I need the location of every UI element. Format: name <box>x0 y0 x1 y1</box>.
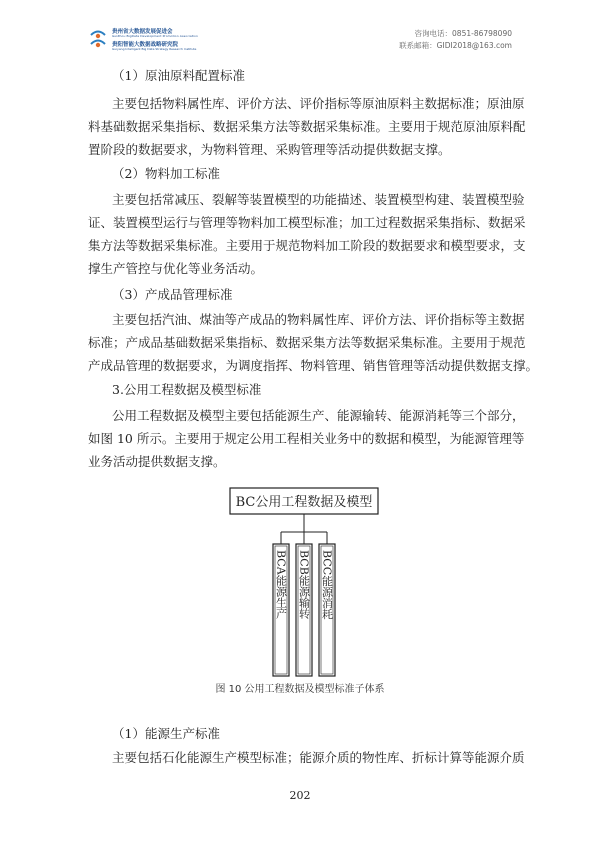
contact-email: 联系邮箱：GIDI2018@163.com <box>399 41 512 50</box>
paragraph-line: 主要包括物料属性库、评价方法、评价指标等原油原料主数据标准；原油原 <box>112 96 525 111</box>
org1-name: 贵州省大数据发展促进会 <box>112 29 173 35</box>
contact-phone: 咨询电话：0851-86798090 <box>414 29 512 38</box>
paragraph-line: 料基础数据采集指标、数据采集方法等数据采集标准。主要用于规范原油原料配 <box>88 119 526 134</box>
page-number: 202 <box>289 789 311 802</box>
root-node-label: BC公用工程数据及模型 <box>235 495 373 510</box>
paragraph-line: 产成品管理的数据要求，为调度指挥、物料管理、销售管理等活动提供数据支撑。 <box>88 358 539 373</box>
paragraph-line: 如图 10 所示。主要用于规定公用工程相关业务中的数据和模型，为能源管理等 <box>88 431 525 446</box>
figure-caption: 图 10 公用工程数据及模型标准子体系 <box>215 684 385 695</box>
heading-energy-production: （1）能源生产标准 <box>112 726 220 741</box>
child-node-label: BCB能源输转 <box>297 550 311 619</box>
org2-english-name: Guiyang Intelligent Big Data Strategy Research Institute <box>112 47 197 51</box>
heading-finished-product: （3）产成品管理标准 <box>112 287 233 302</box>
paragraph-line: 置阶段的数据要求，为物料管理、采购管理等活动提供数据支撑。 <box>88 142 451 157</box>
paragraph-line: 集方法等数据采集标准。主要用于规范物料加工阶段的数据要求和模型要求，支 <box>88 238 526 253</box>
child-node-label: BCA能源生产 <box>274 550 288 619</box>
heading-material-processing: （2）物料加工标准 <box>112 166 220 181</box>
heading-crude-material: （1）原油原料配置标准 <box>112 68 245 83</box>
paragraph-line: 标准；产成品基础数据采集指标、数据采集方法等数据采集标准。主要用于规范 <box>88 335 526 350</box>
org2-name: 贵阳智能大数据战略研究院 <box>112 42 179 48</box>
child-node-energy-consumption <box>319 544 335 676</box>
paragraph-line: 业务活动提供数据支撑。 <box>88 454 226 469</box>
paragraph-line: 主要包括石化能源生产模型标准；能源介质的物性库、折标计算等能源介质 <box>112 750 525 765</box>
page-header <box>0 0 600 60</box>
child-node-energy-transfer <box>296 544 312 676</box>
paragraph-line: 证、装置模型运行与管理等物料加工模型标准；加工过程数据采集指标、数据采 <box>88 215 526 230</box>
heading-utility-engineering: 3.公用工程数据及模型标准 <box>112 382 262 397</box>
paragraph-line: 主要包括汽油、煤油等产成品的物料属性库、评价方法、评价指标等主数据 <box>112 312 525 327</box>
child-node-label: BCC能源消耗 <box>320 550 334 620</box>
paragraph-line: 撑生产管控与优化等业务活动。 <box>88 261 264 276</box>
paragraph-line: 公用工程数据及模型主要包括能源生产、能源输转、能源消耗等三个部分， <box>112 408 525 423</box>
association-logo-icon <box>88 27 108 49</box>
org1-english-name: GuiZhou BigData Development Promotion Association <box>112 34 198 38</box>
child-node-energy-production <box>273 544 289 676</box>
utility-standard-tree-diagram <box>228 484 380 684</box>
paragraph-line: 主要包括常减压、裂解等装置模型的功能描述、装置模型构建、装置模型验 <box>112 192 525 207</box>
